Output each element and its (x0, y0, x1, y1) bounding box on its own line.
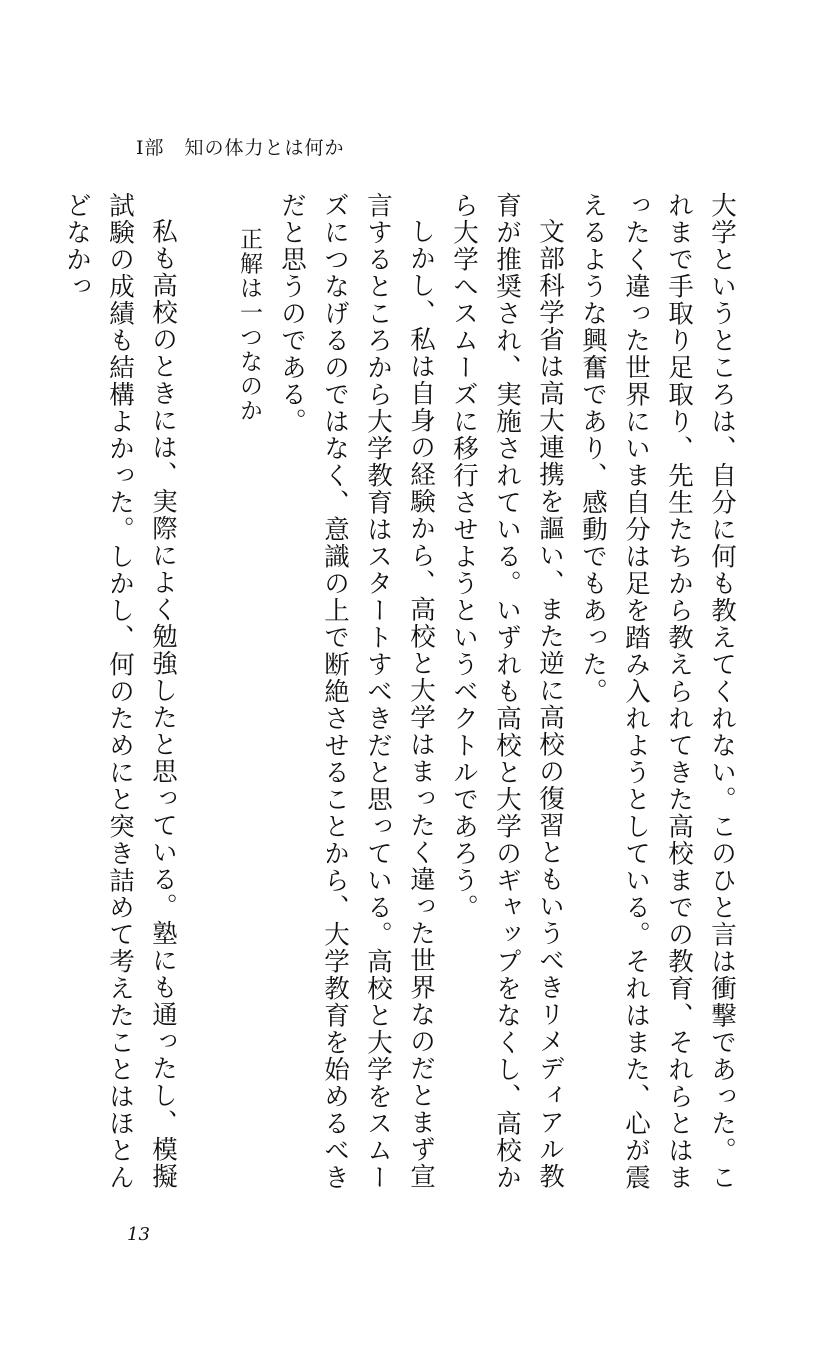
section-heading: 正解は一つなのか (236, 226, 262, 423)
paragraph: 大学というところは、自分に何も教えてくれない。このひと言は衝撃であった。これまで手取り足取り、先生たちから教えられてきた高校までの教育、それらとはまったく違った世界にいま自分は足を踏み入れようとしている。それはまた、心が震えるような興奮であり、感動でもあった。 (578, 192, 737, 1191)
page-number: 13 (127, 1224, 150, 1245)
paragraph: 文部科学省は高大連携を謳い、また逆に高校の復習ともいうべきリメディアル教育が推奨され、実施されている。いずれも高校と大学のギャップをなくし、高校から大学へスムーズに移行させようというベクトルであろう。 (449, 192, 565, 1191)
paragraph: しかし、私は自身の経験から、高校と大学はまったく違った世界なのだとまず宣言するところから大学教育はスタートすべきだと思っている。高校と大学をスムーズにつなげるのではなく、意識の上で断絶させることから、大学教育を始めるべきだと思うのである。 (277, 192, 436, 1191)
running-head: I部 知の体力とは何か (136, 137, 345, 159)
paragraph: 私も高校のときには、実際によく勉強したと思っている。塾にも通ったし、模擬試験の成績も結構よかった。しかし、何のためにと突き詰めて考えたことはほとんどなかっ (62, 192, 178, 1191)
vertical-text-body (62, 192, 743, 1212)
